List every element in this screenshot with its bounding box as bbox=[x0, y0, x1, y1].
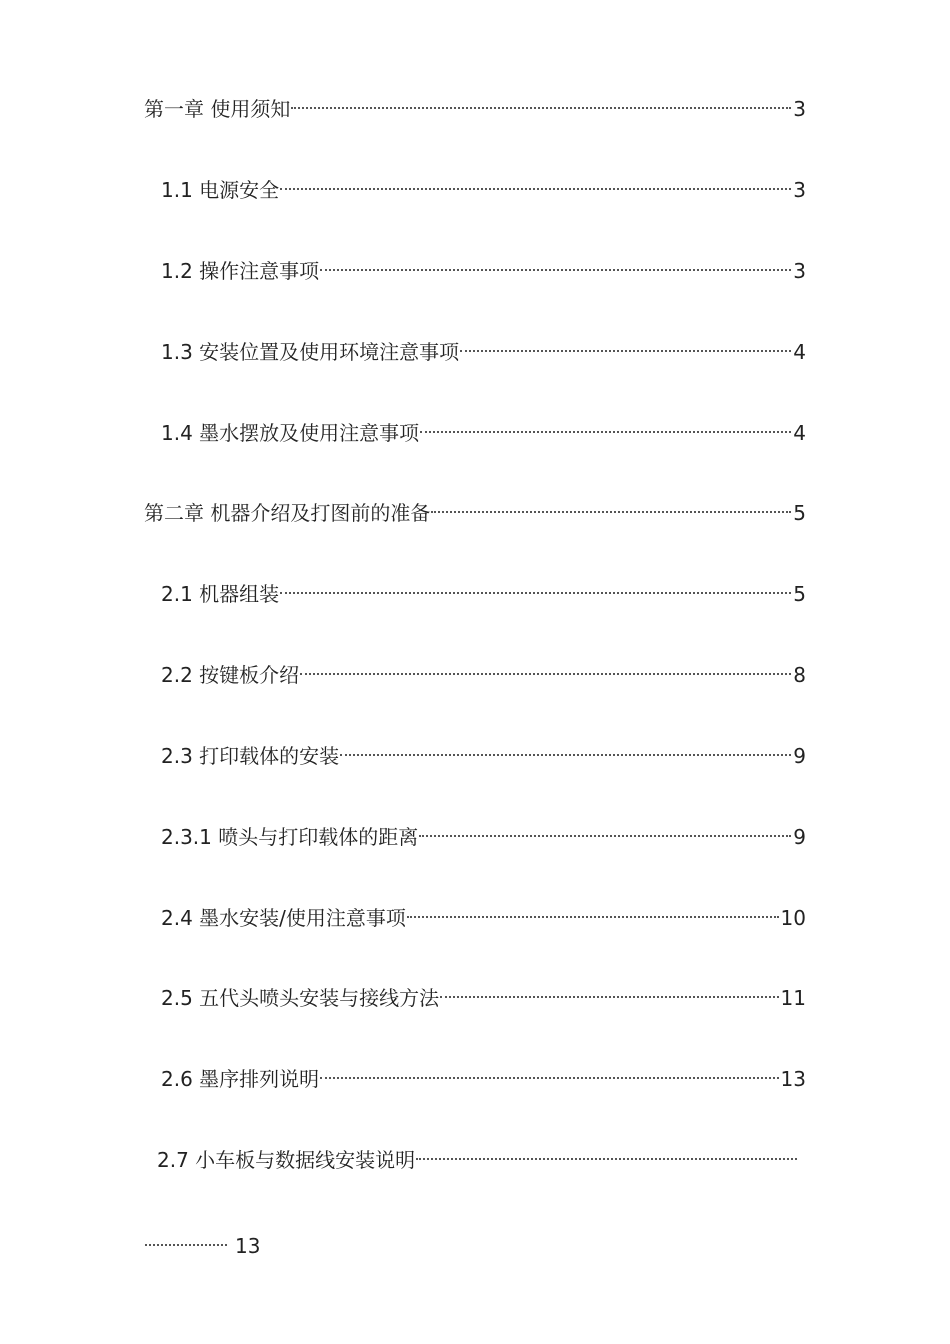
dot-leader bbox=[431, 490, 791, 520]
toc-entry-title: 1.4 墨水摆放及使用注意事项 bbox=[161, 421, 420, 445]
toc-entry-title: 1.3 安装位置及使用环境注意事项 bbox=[161, 340, 460, 364]
dot-leader bbox=[407, 895, 779, 925]
dot-leader bbox=[320, 248, 791, 278]
toc-entry-title: 第一章 使用须知 bbox=[144, 97, 291, 121]
toc-entry-1-3[interactable] bbox=[161, 329, 806, 364]
toc-entry-1-1[interactable] bbox=[161, 167, 806, 202]
toc-entry-title: 第二章 机器介绍及打图前的准备 bbox=[144, 501, 431, 525]
dot-leader bbox=[419, 814, 791, 844]
toc-entry-2-7[interactable] bbox=[157, 1137, 797, 1172]
toc-entry-page: 9 bbox=[793, 825, 806, 849]
toc-entry-title: 1.1 电源安全 bbox=[161, 178, 280, 202]
toc-entry-page: 8 bbox=[793, 663, 806, 687]
toc-entry-page: 5 bbox=[793, 501, 806, 525]
dot-leader bbox=[416, 1137, 797, 1167]
toc-entry-title: 2.3.1 喷头与打印载体的距离 bbox=[161, 825, 419, 849]
toc-entry-page: 10 bbox=[780, 906, 806, 930]
toc-entry-2-1[interactable] bbox=[161, 571, 806, 606]
toc-entry-title: 1.2 操作注意事项 bbox=[161, 259, 320, 283]
dot-leader bbox=[440, 975, 778, 1005]
toc-entry-title: 2.4 墨水安装/使用注意事项 bbox=[161, 906, 406, 930]
toc-entry-2-2[interactable] bbox=[161, 652, 806, 687]
dot-leader bbox=[300, 652, 791, 682]
toc-entry-page: 3 bbox=[793, 97, 806, 121]
toc-entry-title: 2.2 按键板介绍 bbox=[161, 663, 300, 687]
toc-entry-2-6[interactable] bbox=[161, 1056, 806, 1091]
dot-leader bbox=[320, 1056, 778, 1086]
toc-entry-title: 2.3 打印载体的安装 bbox=[161, 744, 340, 768]
toc-entry-2-5[interactable] bbox=[161, 975, 806, 1010]
dot-leader bbox=[280, 571, 791, 601]
dot-leader bbox=[420, 410, 791, 440]
toc-entry-page: 13 bbox=[780, 1067, 806, 1091]
toc-entry-title: 2.5 五代头喷头安装与接线方法 bbox=[161, 986, 440, 1010]
toc-entry-1-4[interactable] bbox=[161, 410, 806, 445]
dot-leader bbox=[460, 329, 791, 359]
toc-entry-page: 9 bbox=[793, 744, 806, 768]
toc-entry-page: 3 bbox=[793, 259, 806, 283]
toc-entry-1-2[interactable] bbox=[161, 248, 806, 283]
toc-entry-page: 11 bbox=[780, 986, 806, 1010]
toc-entry-2-3[interactable] bbox=[161, 733, 806, 768]
toc-entry-chapter-2[interactable] bbox=[144, 490, 806, 525]
toc-entry-2-4[interactable] bbox=[161, 895, 806, 930]
toc-entry-chapter-1[interactable] bbox=[144, 86, 806, 121]
toc-entry-page: 4 bbox=[793, 340, 806, 364]
dot-leader bbox=[280, 167, 791, 197]
toc-entry-title: 2.1 机器组装 bbox=[161, 582, 280, 606]
toc-entry-title: 2.6 墨序排列说明 bbox=[161, 1067, 320, 1091]
dot-leader bbox=[145, 1223, 227, 1253]
toc-entry-2-3-1[interactable] bbox=[161, 814, 806, 849]
toc-entry-page: 5 bbox=[793, 582, 806, 606]
dot-leader bbox=[340, 733, 791, 763]
toc-entry-2-7-continuation[interactable] bbox=[144, 1223, 261, 1258]
toc-entry-title: 2.7 小车板与数据线安装说明 bbox=[157, 1148, 416, 1172]
toc-entry-page: 13 bbox=[235, 1234, 261, 1258]
toc-entry-page: 4 bbox=[793, 421, 806, 445]
dot-leader bbox=[291, 86, 791, 116]
toc-entry-page: 3 bbox=[793, 178, 806, 202]
